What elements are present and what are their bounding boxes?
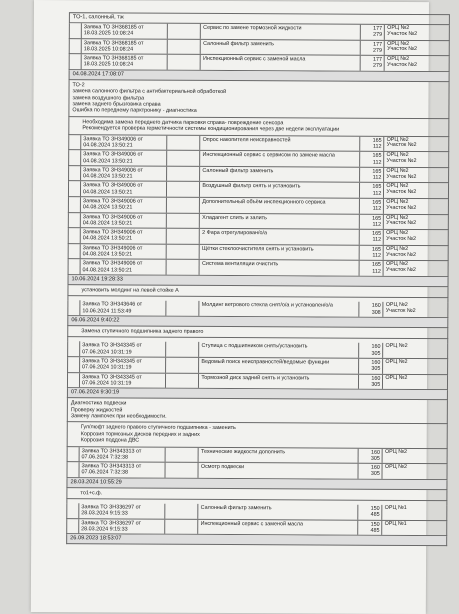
mileage-value: 165 112	[360, 199, 384, 214]
workshop-area: Участок №2	[386, 190, 446, 196]
work-description: Технические жидкости дополнить	[199, 447, 359, 462]
order-number: Заявка ТО ЗН349006 от	[83, 245, 164, 252]
order-cell	[79, 503, 165, 518]
work-description: Воздушный фильтр снять и установить	[200, 182, 360, 197]
empty-cell	[167, 167, 201, 182]
empty-cell	[165, 463, 199, 478]
order-date: 04.08.2024 13:50:21	[83, 189, 164, 196]
workshop-cell	[383, 359, 447, 374]
workshop-cell	[384, 199, 448, 214]
note-line: Коррозия тормозных дисков передних и задних	[71, 431, 444, 439]
workshop-cell	[383, 343, 447, 358]
note-line: Рекомендуется проверка герметичности системы кондиционирования через две недели эксплуатации	[72, 125, 445, 133]
mileage-value: 177 279	[361, 56, 385, 71]
order-number: Заявка ТО ЗН336297 от	[81, 520, 162, 527]
note-line: Ошибка по переднему парктронику - диагностика	[72, 108, 445, 116]
recommendation-note	[67, 398, 448, 424]
visit-date: 06.06.2024 9:40:22	[67, 316, 448, 328]
work-description: Тормозной диск задний снять и установить	[199, 373, 359, 388]
empty-cell	[166, 213, 200, 228]
work-description: Сервис по замене тормозной жидкости	[201, 24, 361, 39]
order-number: Заявка ТО ЗН349006 от	[83, 151, 164, 158]
empty-cell	[166, 260, 200, 275]
mileage-value: 160 305	[359, 448, 383, 463]
workshop-cell	[385, 25, 449, 40]
order-date: 07.06.2024 10:31:19	[82, 380, 163, 387]
workshop-name: ОРЦ №2	[387, 26, 447, 32]
order-cell	[81, 197, 167, 212]
workshop-name: ОРЦ №1	[385, 522, 445, 528]
row-marker	[67, 503, 79, 518]
mileage-value: 177 279	[361, 40, 385, 55]
order-number: Заявка ТО ЗН349006 от	[83, 214, 164, 221]
row-marker	[69, 182, 81, 197]
workshop-cell	[384, 261, 448, 276]
work-group	[67, 342, 448, 391]
note-line: замена воздушного фильтра	[72, 95, 445, 103]
mileage-value: 165 112	[360, 230, 384, 245]
workshop-cell	[383, 505, 447, 520]
workshop-area: Участок №2	[387, 32, 447, 38]
workshop-cell	[384, 183, 448, 198]
mileage-value: 165 112	[360, 183, 384, 198]
order-cell	[80, 447, 166, 462]
order-date: 07.06.2024 10:31:19	[82, 349, 163, 356]
mileage-value: 165 112	[361, 136, 385, 151]
section-title: ТО-1, салонный, тж	[69, 12, 450, 25]
empty-cell	[165, 519, 199, 534]
row-marker	[68, 373, 80, 388]
order-number: Заявка ТО ЗН349006 от	[83, 198, 164, 205]
workshop-name: ОРЦ №1	[385, 506, 445, 512]
note-line: Гул/люфт заднего правого ступичного подшипника - заменить	[71, 425, 444, 433]
note-line: то1+с.ф.	[70, 490, 443, 498]
empty-cell	[166, 229, 200, 244]
recommendation-note	[67, 423, 448, 449]
empty-cell	[166, 342, 200, 357]
service-history-table	[66, 12, 450, 546]
workshop-name: ОРЦ №2	[386, 247, 446, 253]
workshop-cell	[383, 464, 447, 479]
workshop-name: ОРЦ №2	[386, 169, 446, 175]
work-description: Осмотр подвески	[199, 463, 359, 478]
order-cell	[80, 357, 166, 372]
workshop-area: Участок №2	[387, 47, 447, 53]
empty-cell	[167, 55, 201, 70]
workshop-name: ОРЦ №2	[385, 360, 445, 366]
order-cell	[79, 519, 165, 534]
empty-cell	[167, 151, 201, 166]
workshop-cell	[383, 374, 447, 389]
order-date: 28.03.2024 9:15:33	[81, 511, 162, 518]
workshop-name: ОРЦ №2	[385, 465, 445, 471]
row-marker	[70, 39, 82, 54]
row-marker	[68, 462, 80, 477]
mileage-value: 150 485	[359, 520, 383, 535]
row-marker	[69, 213, 81, 228]
order-number: Заявка ТО ЗН349006 от	[83, 167, 164, 174]
order-number: Заявка ТО ЗН343345 от	[82, 374, 163, 381]
work-description: Ведомый поиск неисправностей/ведомые функции	[199, 358, 359, 373]
order-number: Заявка ТО ЗН349006 от	[83, 183, 164, 190]
empty-cell	[167, 39, 201, 54]
note-line: установить молдинг на левой стойке А	[71, 287, 444, 295]
empty-cell	[166, 301, 200, 316]
workshop-name: ОРЦ №2	[386, 231, 446, 237]
empty-cell	[165, 447, 199, 462]
order-date: 07.06.2024 7:32:38	[82, 454, 163, 461]
order-date: 18.03.2025 10:08:24	[84, 62, 165, 69]
mileage-value: 160 305	[359, 374, 383, 389]
order-cell	[81, 228, 167, 243]
order-cell	[80, 373, 166, 388]
workshop-area: Участок №2	[386, 174, 446, 180]
order-cell	[82, 23, 168, 38]
mileage-value: 160 305	[360, 343, 384, 358]
order-cell	[81, 182, 167, 197]
work-description: Инспекционный сервис с заменой масла	[201, 55, 361, 70]
printed-sheet	[31, 0, 429, 614]
order-number: Заявка ТО ЗН336297 от	[81, 504, 162, 511]
workshop-name: ОРЦ №2	[387, 153, 447, 159]
mileage-value: 160 308	[360, 302, 384, 317]
workshop-cell	[385, 136, 449, 151]
empty-cell	[166, 198, 200, 213]
row-marker	[67, 519, 79, 534]
empty-cell	[166, 244, 200, 259]
order-date: 04.08.2024 13:50:21	[83, 158, 164, 165]
order-date: 04.08.2024 13:50:21	[83, 267, 164, 274]
recommendation-note	[68, 117, 449, 137]
order-cell	[81, 260, 167, 275]
mileage-value: 165 112	[360, 168, 384, 183]
work-description: Молдинг ветрового стекла снят/о/а и установлен/о/а	[200, 301, 360, 316]
row-marker	[70, 23, 82, 38]
order-number: Заявка ТО ЗН368185 от	[84, 24, 165, 31]
order-cell	[81, 244, 167, 259]
mileage-value: 177 279	[361, 25, 385, 40]
row-marker	[68, 447, 80, 462]
empty-cell	[167, 24, 201, 39]
empty-cell	[167, 135, 201, 150]
row-marker	[68, 342, 80, 357]
work-description: Салонный фильтр заменить	[199, 504, 359, 519]
workshop-name: ОРЦ №2	[387, 137, 447, 143]
order-cell	[81, 135, 167, 150]
order-cell	[81, 150, 167, 165]
work-description: 2 Фара отрегулирован/о/а	[200, 229, 360, 244]
order-number: Заявка ТО ЗН368185 от	[84, 40, 165, 47]
work-group	[69, 23, 450, 72]
order-date: 18.03.2025 10:08:24	[84, 31, 165, 38]
work-description: Инспекционный сервис с заменой масла	[199, 520, 359, 535]
order-date: 04.08.2024 13:50:21	[83, 236, 164, 243]
workshop-area: Участок №2	[386, 159, 446, 165]
work-group	[68, 135, 450, 277]
row-marker	[69, 135, 81, 150]
workshop-name: ОРЦ №2	[386, 344, 446, 350]
order-number: Заявка ТО ЗН368185 от	[84, 55, 165, 62]
mileage-value: 165 112	[360, 245, 384, 260]
workshop-cell	[384, 152, 448, 167]
workshop-area: Участок №2	[386, 237, 446, 243]
workshop-name: ОРЦ №2	[386, 200, 446, 206]
order-number: Заявка ТО ЗН343313 от	[82, 448, 163, 455]
mileage-value: 165 112	[360, 261, 384, 276]
workshop-name: ОРЦ №2	[386, 262, 446, 268]
order-date: 04.08.2024 13:50:21	[83, 220, 164, 227]
mileage-value: 165 112	[360, 214, 384, 229]
order-date: 07.06.2024 7:32:38	[81, 470, 162, 477]
order-cell	[81, 166, 167, 181]
order-date: 10.06.2024 11:53:49	[82, 308, 163, 315]
workshop-cell	[383, 521, 447, 536]
order-date: 07.06.2024 10:31:19	[82, 365, 163, 372]
note-line: замена салонного фильтра с антибактериальной обработкой	[73, 88, 446, 96]
note-line: Коррозия поддона ДВС	[71, 437, 444, 445]
visit-date: 26.09.2023 18:53:07	[66, 535, 447, 547]
row-marker	[70, 54, 82, 69]
work-group	[66, 503, 447, 536]
visit-date: 07.06.2024 9:30:19	[67, 388, 448, 400]
order-cell	[80, 342, 166, 357]
order-date: 04.08.2024 13:50:21	[83, 205, 164, 212]
workshop-area: Участок №2	[386, 252, 446, 258]
workshop-cell	[384, 168, 448, 183]
empty-cell	[165, 504, 199, 519]
row-marker	[69, 197, 81, 212]
order-date: 04.08.2024 13:50:21	[83, 173, 164, 180]
workshop-cell	[384, 230, 448, 245]
note-line: Замену лампочек при необходимости.	[71, 413, 444, 421]
note-line: Необходима замена переднего датчика парковки справа- повреждение сенсора	[72, 119, 445, 127]
workshop-cell	[384, 246, 448, 261]
mileage-value: 160 305	[359, 464, 383, 479]
workshop-area: Участок №2	[387, 63, 447, 69]
order-date: 04.08.2024 13:50:21	[83, 142, 164, 149]
order-number: Заявка ТО ЗН349006 от	[83, 229, 164, 236]
row-marker	[69, 166, 81, 181]
row-marker	[69, 228, 81, 243]
work-description: Дополнительный объём инспекционного сервиса	[200, 198, 360, 213]
order-cell	[79, 462, 165, 477]
workshop-cell	[385, 56, 449, 71]
work-description: Опрос накопителя неисправностей	[201, 135, 361, 150]
workshop-name: ОРЦ №2	[385, 375, 445, 381]
work-description: Ступица с подшипником снять/установить	[199, 342, 359, 357]
workshop-area: Участок №2	[386, 309, 446, 315]
note-line: замена заднего брызговика справа	[72, 101, 445, 109]
workshop-area: Участок №2	[386, 221, 446, 227]
visit-date: 10.06.2024 19:28:33	[68, 275, 449, 287]
order-number: Заявка ТО ЗН343646 от	[82, 302, 163, 309]
order-number: Заявка ТО ЗН349006 от	[83, 136, 164, 143]
work-description: Салонный фильтр заменить	[201, 39, 361, 54]
workshop-cell	[383, 448, 447, 463]
order-number: Заявка ТО ЗН349006 от	[83, 261, 164, 268]
order-number: Заявка ТО ЗН343345 от	[82, 343, 163, 350]
row-marker	[68, 357, 80, 372]
note-line: Проверку жидкостей	[71, 407, 444, 415]
row-marker	[69, 150, 81, 165]
visit-date: 04.08.2024 17:08:07	[69, 70, 450, 82]
mileage-value: 150 485	[359, 505, 383, 520]
workshop-area: Участок №2	[386, 268, 446, 274]
order-cell	[82, 54, 168, 69]
empty-cell	[166, 182, 200, 197]
work-group	[66, 447, 447, 480]
workshop-area: Участок №2	[387, 143, 447, 149]
workshop-cell	[384, 214, 448, 229]
workshop-name: ОРЦ №2	[386, 215, 446, 221]
mileage-value: 165 112	[361, 152, 385, 167]
empty-cell	[165, 373, 199, 388]
recommendation-note	[68, 80, 449, 119]
note-line: Диагностика подвески	[71, 400, 444, 408]
order-cell	[81, 213, 167, 228]
work-description: Щётки стеклоочистителя снять и установить	[200, 245, 360, 260]
work-description: Система вентиляции очистить	[200, 260, 360, 275]
row-marker	[68, 301, 80, 316]
workshop-name: ОРЦ №2	[387, 41, 447, 47]
note-line: Замена ступичного подшипника заднего правого	[71, 328, 444, 336]
empty-cell	[166, 358, 200, 373]
order-date: 28.03.2024 9:15:33	[81, 526, 162, 533]
work-description: Салонный фильтр заменить	[200, 167, 360, 182]
workshop-cell	[385, 40, 449, 55]
workshop-name: ОРЦ №2	[385, 449, 445, 455]
order-cell	[80, 301, 166, 316]
work-description: Хладагент слить и залить	[200, 213, 360, 228]
work-description: Инспекционный сервис с сервисом по замене масла	[200, 151, 360, 166]
workshop-cell	[384, 302, 448, 317]
order-date: 18.03.2025 10:08:24	[84, 46, 165, 53]
order-cell	[82, 39, 168, 54]
order-date: 04.08.2024 13:50:21	[83, 251, 164, 258]
workshop-name: ОРЦ №2	[386, 303, 446, 309]
workshop-area: Участок №2	[386, 206, 446, 212]
note-line: ТО-2	[73, 82, 446, 90]
visit-date: 28.03.2024 10:55:29	[66, 478, 447, 490]
workshop-name: ОРЦ №2	[387, 57, 447, 63]
row-marker	[69, 260, 81, 275]
order-number: Заявка ТО ЗН343345 от	[82, 358, 163, 365]
workshop-name: ОРЦ №2	[386, 184, 446, 190]
order-number: Заявка ТО ЗН343313 от	[81, 463, 162, 470]
mileage-value: 160 305	[359, 359, 383, 374]
row-marker	[69, 244, 81, 259]
